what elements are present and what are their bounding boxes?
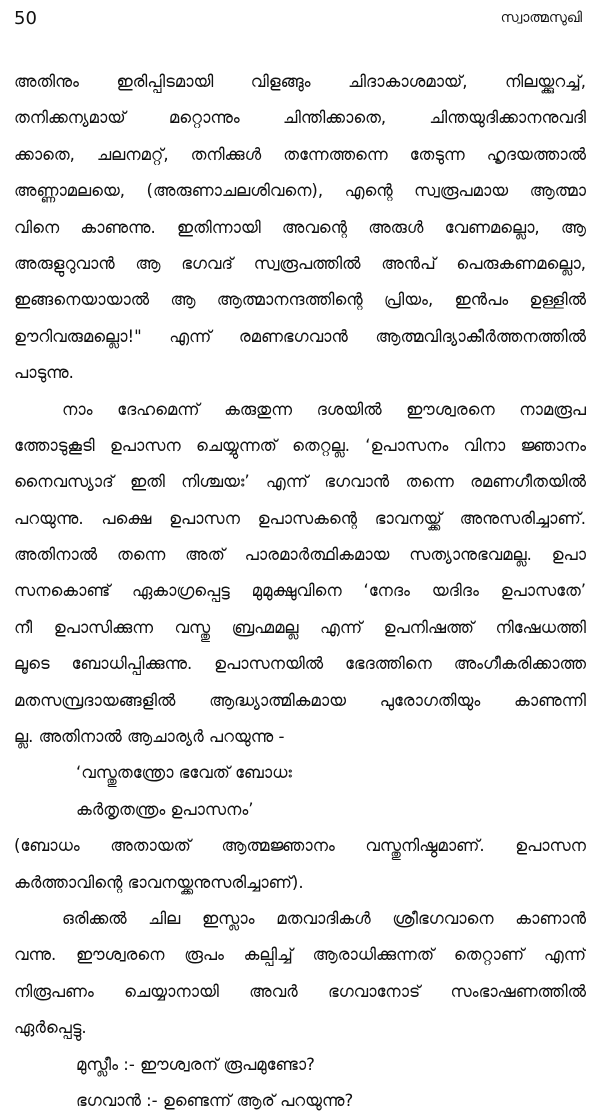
- text-line: ഊറിവരുമല്ലൊ!" എന്ന് രമണഭഗവാൻ ആത്മവിദ്യാകീർത്തനത്തിൽ: [14, 326, 586, 346]
- text-line: മതസമ്പ്രദായങ്ങളിൽ ആദ്ധ്യാത്മികമായ പുരോഗതിയും കാണുന്നി: [14, 690, 586, 710]
- text-line: നൈവസ്യാദ് ഇതി നിശ്ചയഃ’ എന്ന് ഭഗവാൻ തന്നെ രമണഗീതയിൽ: [14, 472, 586, 492]
- text-line: വന്നു. ഈശ്വരനെ രൂപം കല്പിച്ച് ആരാധിക്കുന്നത് തെറ്റാണ് എന്ന്: [14, 945, 586, 965]
- text-line: പറയുന്നു. പക്ഷെ ഉപാസന ഉപാസകന്റെ ഭാവനയ്ക്ക് അനുസരിച്ചാണ്.: [14, 508, 586, 528]
- dialog-line: മുസ്ലീം :- ഈശ്വരന് രൂപമുണ്ടോ?: [76, 1054, 315, 1074]
- running-title: സ്വാത്മസുഖി: [500, 10, 582, 26]
- text-line: ക്കാതെ, ചലനമറ്റ്, തനിക്കുൾ തന്നേത്തന്നെ തേടുന്ന ഹൃദയത്താൽ: [14, 144, 586, 164]
- text-line: അതിനാൽ തന്നെ അത് പാരമാർത്ഥികമായ സത്യാനുഭവമല്ല. ഉപാ: [14, 545, 586, 565]
- text-line: ഇങ്ങനെയായാൽ ആ ആത്മാനന്ദത്തിന്റെ പ്രിയം, ഇൻപം ഉള്ളിൽ: [14, 290, 586, 310]
- text-line: നാം ദേഹമെന്ന് കരുതുന്ന ദശയിൽ ഈശ്വരനെ നാമരൂപ: [62, 399, 586, 419]
- text-line: നിരൂപണം ചെയ്യാനായി അവർ ഭഗവാനോട് സംഭാഷണത്തിൽ: [14, 981, 586, 1001]
- page-header: [14, 8, 582, 34]
- text-line: ലൂടെ ബോധിപ്പിക്കുന്നു. ഉപാസനയിൽ ഭേദത്തിനെ അംഗീകരിക്കാത്ത: [14, 654, 586, 674]
- page-body: [14, 64, 586, 1119]
- text-line: ത്തോടുകൂടി ഉപാസന ചെയ്യുന്നത് തെറ്റല്ല. ‘ഉപാസനം വിനാ ജ്ഞാനം: [14, 435, 586, 455]
- text-line: ഏർപ്പെട്ടു.: [14, 1018, 87, 1038]
- text-line: വിനെ കാണുന്നു. ഇതിന്നായി അവന്റെ അരുൾ വേണമല്ലൊ, ആ: [14, 217, 586, 237]
- text-line: സനകൊണ്ട് ഏകാഗ്രപ്പെട്ട മുമുക്ഷുവിനെ ‘നേദം യദിദം ഉപാസതേ’: [14, 581, 586, 601]
- text-line: തനിക്കന്യമായ് മറ്റൊന്നും ചിന്തിക്കാതെ, ചിന്തയുദിക്കാനനുവദി: [14, 108, 586, 128]
- dialog-line: ഭഗവാൻ :- ഉണ്ടെന്ന് ആര് പറയുന്നു?: [76, 1090, 354, 1110]
- verse-line: കർതൃതന്ത്രം ഉപാസനം’: [76, 799, 254, 819]
- text-line: കർത്താവിന്റെ ഭാവനയ്ക്കനുസരിച്ചാണ്).: [14, 872, 304, 892]
- text-line: (ബോധം അതായത് ആത്മജ്ഞാനം വസ്തുനിഷ്ഠമാണ്. ഉപാസന: [14, 836, 586, 856]
- text-line: അതിനും ഇരിപ്പിടമായി വിളങ്ങും ചിദാകാശമായ്, നിലയ്ക്കുറച്ച്,: [14, 72, 586, 91]
- page-number: 50: [14, 8, 37, 29]
- text-line: ല്ല. അതിനാൽ ആചാര്യർ പറയുന്നു -: [14, 727, 285, 747]
- verse-line: ‘വസ്തുതന്ത്രോ ഭവേത് ബോധഃ: [76, 763, 292, 783]
- text-line: നീ ഉപാസിക്കുന്ന വസ്തു ബ്രഹ്മമല്ല എന്ന് ഉപനിഷത്ത് നിഷേധത്തി: [14, 617, 586, 637]
- text-line: ഒരിക്കൽ ചില ഇസ്ലാം മതവാദികൾ ശ്രീഭഗവാനെ കാണാൻ: [62, 908, 586, 928]
- text-line: അണ്ണാമലയെ, (അരുണാചലശിവനെ), എന്റെ സ്വരൂപമായ ആത്മാ: [14, 181, 586, 201]
- text-line: പാടുന്നു.: [14, 363, 74, 383]
- text-line: അരുളുറുവാൻ ആ ഭഗവദ് സ്വരൂപത്തിൽ അൻപ് പെരുകണമല്ലൊ,: [14, 253, 586, 273]
